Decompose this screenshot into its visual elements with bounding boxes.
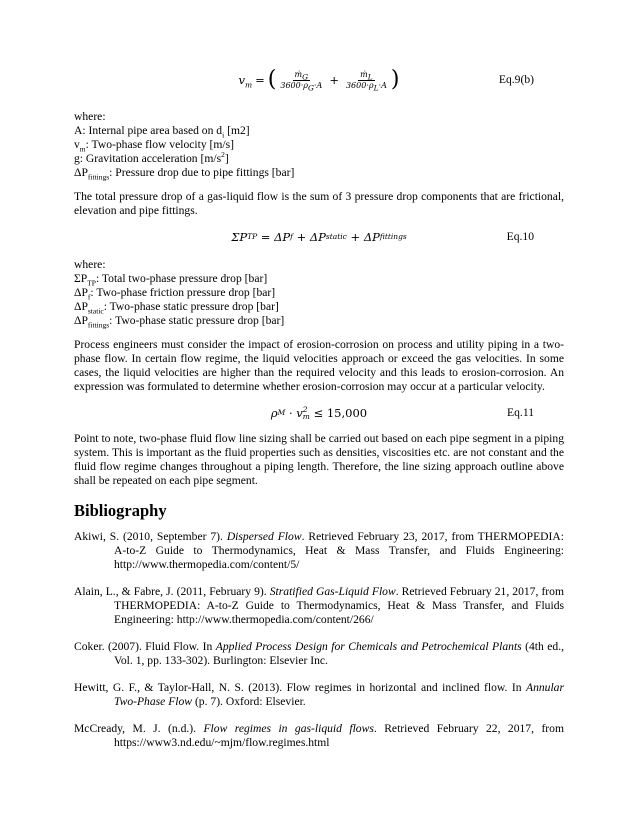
equation-10-body: ΣP TP = ΔP f + ΔP static + ΔP fittings bbox=[231, 230, 407, 244]
right-paren: ) bbox=[390, 67, 400, 92]
where-item: $\Delta P_{static}$: Two-phase static pressure drop [bar] bbox=[74, 300, 279, 316]
equation-11-body: ρ M · v 2 m ≤ 15,000 bbox=[270, 405, 368, 421]
reference-item: Hewitt, G. F., & Taylor-Hall, N. S. (2013). Flow regimes in horizontal and inclined flow. In Annular Two-Phase Flow (p. 7). Oxford: Elsevier. bbox=[74, 681, 564, 708]
reference-item: Akiwi, S. (2010, September 7). Dispersed Flow. Retrieved February 23, 2017, from THERMOPEDIA: A-to-Z Guide to Thermodynamics, Heat & Mass Transfer, and Fluids Engineering: http://www.thermopedia.com/content/5/ bbox=[74, 530, 564, 571]
where-item: $\Sigma P_{TP}$: Total two-phase pressure drop [bar] bbox=[74, 272, 268, 288]
reference-list bbox=[74, 530, 564, 750]
where-item: $\Delta P_{fittings}$: Pressure drop due to pipe fittings [bar] bbox=[74, 166, 295, 182]
where-item: $\Delta P_f$: Two-phase friction pressure drop [bar] bbox=[74, 286, 276, 302]
equation-9b bbox=[74, 60, 564, 100]
where-item: A: Internal pipe area based on $d_i$ [m2] bbox=[74, 124, 250, 140]
where-list-1 bbox=[74, 110, 564, 180]
document-page bbox=[74, 60, 564, 763]
equation-9b-body bbox=[74, 60, 564, 100]
where-intro: where: bbox=[74, 110, 106, 123]
fraction-liquid: $\frac{ṁ_L}{3600\cdot\rho_L\cdot A}$ bbox=[345, 69, 387, 93]
where-item: $\Delta P_{fittings}$: Two-phase static pressure drop [bar] bbox=[74, 314, 285, 330]
equation-label-10: Eq.10 bbox=[506, 230, 534, 243]
where-intro: where: bbox=[74, 258, 106, 271]
paragraph-erosion: Process engineers must consider the impact of erosion-corrosion on process and utility piping in a two-phase flow. In certain flow regime, the liquid velocities approach or exceed the gas velocities. In some cases, the liquid velocities are higher than the required velocity and this leads to erosion-corrosion. An expression was formulated to determine whether erosion-corrosion may occur at a particular velocity. bbox=[74, 338, 564, 393]
where-item: $v_m$: Two-phase flow velocity [m/s] bbox=[74, 138, 235, 154]
where-list-2 bbox=[74, 258, 564, 328]
paragraph-line-sizing: Point to note, two-phase fluid flow line sizing shall be carried out based on each pipe segment in a piping system. This is important as the fluid properties such as densities, viscosities etc. are not constant and the fluid flow regime changes throughout a piping length. Therefore, the line sizing approach outline above shall be repeated on each pipe segment. bbox=[74, 432, 564, 487]
eq9b-equals: = bbox=[255, 73, 265, 87]
fraction-gas: $\frac{ṁ_G}{3600\cdot\rho_G\cdot A}$ bbox=[280, 69, 323, 93]
equation-11 bbox=[74, 398, 564, 428]
equation-label-11: Eq.11 bbox=[507, 406, 534, 419]
paragraph-total-pressure: The total pressure drop of a gas-liquid flow is the sum of 3 pressure drop components that are frictional, elevation and pipe fittings. bbox=[74, 190, 564, 217]
equation-label-9b: Eq.9(b) bbox=[498, 73, 534, 86]
bibliography-heading: Bibliography bbox=[74, 501, 167, 520]
equation-10 bbox=[74, 222, 564, 252]
eq9b-plus: + bbox=[329, 73, 339, 87]
eq9b-lhs: $v_m$ bbox=[238, 73, 253, 90]
reference-item: Alain, L., & Fabre, J. (2011, February 9). Stratified Gas-Liquid Flow. Retrieved February 21, 2017, from THERMOPEDIA: A-to-Z Guide to Thermodynamics, Heat & Mass Transfer, and Fluids Engineering: http://www.thermopedia.com/content/266/ bbox=[74, 585, 564, 626]
left-paren: ( bbox=[267, 67, 277, 92]
where-item: g: Gravitation acceleration $[m/s^2]$ bbox=[74, 150, 229, 165]
reference-item: Coker. (2007). Fluid Flow. In Applied Process Design for Chemicals and Petrochemical Plants (4th ed., Vol. 1, pp. 133-302). Burlington: Elsevier Inc. bbox=[74, 640, 564, 667]
reference-item: McCready, M. J. (n.d.). Flow regimes in gas-liquid flows. Retrieved February 22, 2017, from https://www3.nd.edu/~mjm/flow.regimes.html bbox=[74, 722, 564, 749]
